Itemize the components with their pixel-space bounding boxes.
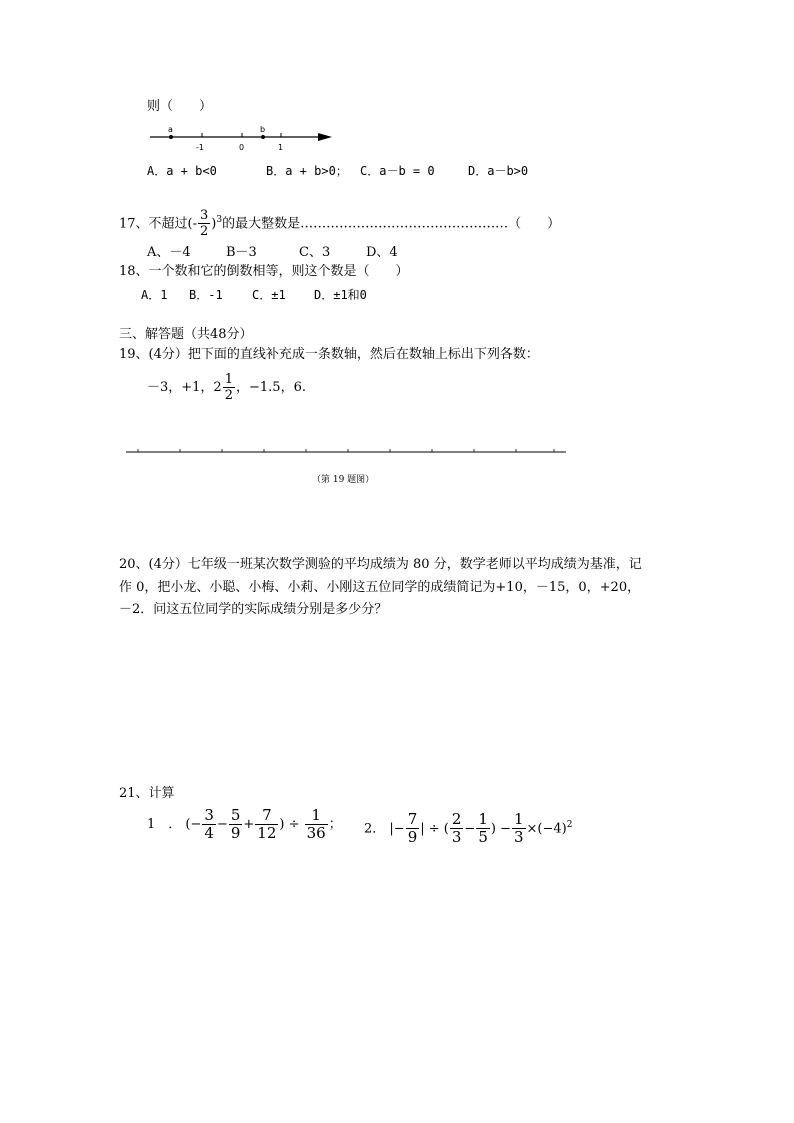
q17-open-paren: (- xyxy=(187,216,198,232)
q18-option-c: C．±1 xyxy=(252,288,286,302)
problem-label: 1 ． xyxy=(147,817,182,832)
q19-mixed-fraction xyxy=(223,373,235,402)
fraction-denominator: 9 xyxy=(407,828,418,847)
fraction xyxy=(476,812,490,845)
open-paren: (− xyxy=(185,817,202,832)
operator: + xyxy=(243,817,255,832)
fraction-denominator: 3 xyxy=(451,828,462,847)
fraction xyxy=(450,812,464,845)
q17-option-b: B－3 xyxy=(226,245,257,260)
fraction xyxy=(202,808,216,841)
q16-option-c: C．a－b = 0 xyxy=(360,164,435,178)
fraction-denominator: 9 xyxy=(230,824,241,842)
q18-option-b: B．-1 xyxy=(189,288,223,302)
point-a-dot xyxy=(169,135,173,139)
fraction xyxy=(512,812,526,845)
q18-option-d: D．±1和0 xyxy=(314,288,367,302)
point-b-label: b xyxy=(260,125,266,134)
close-paren-divide: ) ÷ xyxy=(279,817,300,832)
q16-option-b: B．a + b>0； xyxy=(266,164,348,178)
tail-expression: ×(−4) xyxy=(526,821,567,837)
q19-text: 19、(4分）把下面的直线补充成一条数轴，然后在数轴上标出下列各数： xyxy=(119,347,539,362)
fraction-numerator: 2 xyxy=(451,810,462,829)
section-heading: 三、解答题（共48分） xyxy=(119,327,253,342)
q16-prefix: 则（ ） xyxy=(147,99,213,114)
fraction-denominator: 12 xyxy=(257,824,277,842)
fraction-numerator: 5 xyxy=(230,806,241,824)
point-a-label: a xyxy=(168,125,173,134)
tick-label: 1 xyxy=(278,143,284,152)
q17-fraction xyxy=(198,209,210,238)
q16-number-line xyxy=(140,120,345,156)
q16-option-d: D．a－b>0 xyxy=(468,164,529,178)
q18-text: 18、一个数和它的倒数相等，则这个数是（ ） xyxy=(119,264,409,279)
q19-caption: （第 19 题图） xyxy=(312,475,375,485)
fraction xyxy=(305,808,328,841)
tick-label: -1 xyxy=(196,143,204,152)
close-paren-minus: ) − xyxy=(490,821,511,837)
q18-option-a: A．1 xyxy=(141,288,168,302)
fraction-numerator: 3 xyxy=(200,208,209,224)
fraction-denominator: 4 xyxy=(204,824,214,842)
fraction-denominator: 36 xyxy=(306,824,326,842)
q17-exponent: 3 xyxy=(216,215,223,225)
operator: − xyxy=(464,821,476,837)
q19-numbers-after: ，−1.5，6. xyxy=(236,380,306,395)
abs-open: |− xyxy=(389,821,405,837)
q19-numbers xyxy=(147,368,306,408)
fraction-denominator: 2 xyxy=(224,388,233,403)
q17-line xyxy=(119,202,560,242)
fraction-denominator: 2 xyxy=(200,224,209,240)
q19-blank-line xyxy=(122,444,572,458)
fraction-numerator: 1 xyxy=(513,810,524,829)
fraction-denominator: 5 xyxy=(478,828,488,847)
abs-close-divide: | ÷ ( xyxy=(420,821,449,837)
q21-problem-1 xyxy=(147,804,342,846)
fraction xyxy=(406,812,420,845)
q20-line3: －2．问这五位同学的实际成绩分别是多少分？ xyxy=(119,602,388,617)
q17-suffix: 的最大整数是…………………………………………（ ） xyxy=(222,216,561,232)
exponent: 2 xyxy=(566,820,573,830)
q17-option-d: D、4 xyxy=(366,245,398,260)
operator: − xyxy=(216,817,228,832)
fraction-numerator: 1 xyxy=(305,808,328,825)
fraction xyxy=(255,808,278,841)
fraction-numerator: 7 xyxy=(407,810,418,829)
fraction-numerator: 1 xyxy=(478,810,488,829)
tick-label: 0 xyxy=(239,143,245,152)
q17-number: 17、不超过 xyxy=(119,216,188,232)
semicolon: ； xyxy=(328,817,342,832)
q16-option-a: A．a + b<0 xyxy=(147,164,217,178)
q20-line2: 作 0，把小龙、小聪、小梅、小莉、小刚这五位同学的成绩简记为+10，－15，0，+20， xyxy=(119,580,641,595)
point-b-dot xyxy=(261,135,265,139)
q17-close-paren: ) xyxy=(211,216,217,232)
problem-label: 2． xyxy=(364,821,386,837)
q19-numbers-before: －3，+1，2 xyxy=(147,380,222,395)
fraction-denominator: 3 xyxy=(513,828,524,847)
q20-line1: 20、(4分）七年级一班某次数学测验的平均成绩为 80 分，数学老师以平均成绩为基准，记 xyxy=(119,557,642,572)
fraction-numerator: 7 xyxy=(255,808,278,825)
q21-problem-2 xyxy=(364,804,572,850)
q17-option-a: A、－4 xyxy=(147,245,191,260)
fraction-numerator: 3 xyxy=(204,806,214,824)
fraction-numerator: 1 xyxy=(224,372,233,387)
q17-option-c: C、3 xyxy=(299,245,331,260)
fraction xyxy=(229,808,243,841)
q21-heading: 21、计算 xyxy=(119,786,175,801)
axis-arrow-icon xyxy=(318,133,332,141)
